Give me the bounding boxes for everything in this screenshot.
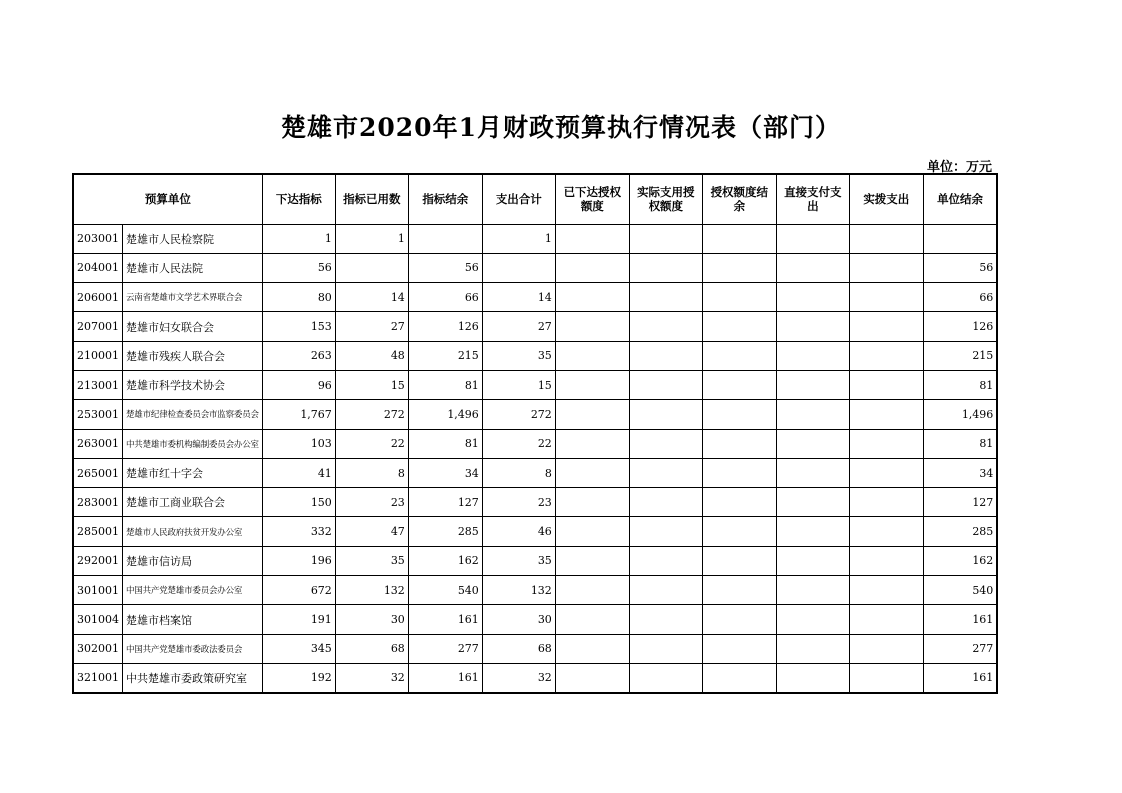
row-auth-balance [702, 253, 776, 282]
row-issued: 672 [262, 576, 335, 605]
row-direct [776, 341, 849, 370]
row-direct [776, 400, 849, 429]
row-balance: 161 [408, 663, 482, 692]
row-unit-balance: 81 [923, 370, 997, 399]
row-issued: 263 [262, 341, 335, 370]
row-direct [776, 634, 849, 663]
row-code: 263001 [73, 429, 123, 458]
row-auth-issued [555, 605, 629, 634]
row-unit-balance: 56 [923, 253, 997, 282]
row-auth-issued [555, 546, 629, 575]
row-unit-balance: 34 [923, 458, 997, 487]
row-unit-balance: 285 [923, 517, 997, 546]
row-balance: 66 [408, 283, 482, 312]
row-allocated [849, 429, 923, 458]
row-unit-balance: 66 [923, 283, 997, 312]
row-used: 22 [335, 429, 408, 458]
row-department: 楚雄市人民检察院 [123, 224, 263, 253]
row-total: 30 [482, 605, 555, 634]
row-auth-issued [555, 341, 629, 370]
row-code: 301001 [73, 576, 123, 605]
row-balance: 127 [408, 488, 482, 517]
table-row [73, 370, 997, 399]
budget-table [72, 173, 998, 694]
row-issued: 196 [262, 546, 335, 575]
row-unit-balance: 81 [923, 429, 997, 458]
row-department: 楚雄市科学技术协会 [123, 370, 263, 399]
row-department: 中共楚雄市委机构编制委员会办公室 [123, 429, 263, 458]
row-issued: 150 [262, 488, 335, 517]
row-issued: 41 [262, 458, 335, 487]
row-code: 283001 [73, 488, 123, 517]
row-issued: 56 [262, 253, 335, 282]
row-auth-issued [555, 400, 629, 429]
table-row [73, 576, 997, 605]
row-department: 中共楚雄市委政策研究室 [123, 663, 263, 692]
row-auth-used [629, 283, 702, 312]
row-code: 292001 [73, 546, 123, 575]
row-code: 301004 [73, 605, 123, 634]
col-header-auth-balance: 授权额度结余 [702, 174, 776, 224]
row-balance: 161 [408, 605, 482, 634]
row-allocated [849, 605, 923, 634]
row-direct [776, 429, 849, 458]
table-row [73, 312, 997, 341]
row-allocated [849, 517, 923, 546]
row-auth-balance [702, 605, 776, 634]
row-issued: 80 [262, 283, 335, 312]
row-allocated [849, 253, 923, 282]
row-issued: 345 [262, 634, 335, 663]
row-auth-balance [702, 634, 776, 663]
row-used: 15 [335, 370, 408, 399]
row-allocated [849, 458, 923, 487]
row-direct [776, 546, 849, 575]
row-direct [776, 224, 849, 253]
row-issued: 153 [262, 312, 335, 341]
row-auth-used [629, 312, 702, 341]
row-unit-balance: 277 [923, 634, 997, 663]
row-auth-used [629, 370, 702, 399]
row-issued: 1,767 [262, 400, 335, 429]
row-department: 楚雄市残疾人联合会 [123, 341, 263, 370]
row-allocated [849, 546, 923, 575]
row-used [335, 253, 408, 282]
row-auth-balance [702, 546, 776, 575]
table-row [73, 517, 997, 546]
row-code: 321001 [73, 663, 123, 692]
row-auth-used [629, 634, 702, 663]
row-unit-balance: 126 [923, 312, 997, 341]
row-auth-used [629, 576, 702, 605]
table-row [73, 341, 997, 370]
row-auth-used [629, 458, 702, 487]
row-auth-used [629, 253, 702, 282]
row-code: 206001 [73, 283, 123, 312]
row-unit-balance: 540 [923, 576, 997, 605]
row-auth-balance [702, 370, 776, 399]
row-auth-balance [702, 517, 776, 546]
row-auth-issued [555, 370, 629, 399]
row-allocated [849, 370, 923, 399]
row-direct [776, 458, 849, 487]
row-auth-used [629, 546, 702, 575]
table-row [73, 224, 997, 253]
table-header-row [73, 174, 997, 224]
row-total: 46 [482, 517, 555, 546]
row-auth-balance [702, 224, 776, 253]
row-auth-balance [702, 576, 776, 605]
row-used: 23 [335, 488, 408, 517]
col-header-balance: 指标结余 [408, 174, 482, 224]
row-code: 285001 [73, 517, 123, 546]
row-total: 14 [482, 283, 555, 312]
row-direct [776, 663, 849, 692]
row-code: 207001 [73, 312, 123, 341]
row-total: 15 [482, 370, 555, 399]
page-title: 楚雄市2020年1月财政预算执行情况表（部门） [281, 113, 841, 142]
table-row [73, 605, 997, 634]
row-issued: 1 [262, 224, 335, 253]
row-balance [408, 224, 482, 253]
row-auth-used [629, 341, 702, 370]
row-department: 楚雄市纪律检查委员会市监察委员会 [123, 400, 263, 429]
row-auth-issued [555, 634, 629, 663]
col-header-allocated: 实拨支出 [849, 174, 923, 224]
row-direct [776, 488, 849, 517]
row-auth-issued [555, 312, 629, 341]
row-issued: 103 [262, 429, 335, 458]
row-balance: 1,496 [408, 400, 482, 429]
row-direct [776, 312, 849, 341]
row-department: 楚雄市信访局 [123, 546, 263, 575]
row-total: 35 [482, 546, 555, 575]
row-used: 14 [335, 283, 408, 312]
row-auth-issued [555, 253, 629, 282]
row-unit-balance [923, 224, 997, 253]
row-auth-balance [702, 458, 776, 487]
row-direct [776, 253, 849, 282]
row-unit-balance: 162 [923, 546, 997, 575]
table-row [73, 400, 997, 429]
col-header-budget-unit: 预算单位 [73, 174, 262, 224]
row-auth-issued [555, 458, 629, 487]
row-department: 楚雄市人民法院 [123, 253, 263, 282]
row-issued: 332 [262, 517, 335, 546]
row-allocated [849, 312, 923, 341]
row-department: 楚雄市红十字会 [123, 458, 263, 487]
row-department: 中国共产党楚雄市委员会办公室 [123, 576, 263, 605]
col-header-used: 指标已用数 [335, 174, 408, 224]
row-code: 204001 [73, 253, 123, 282]
row-issued: 191 [262, 605, 335, 634]
row-used: 35 [335, 546, 408, 575]
row-allocated [849, 634, 923, 663]
row-department: 中国共产党楚雄市委政法委员会 [123, 634, 263, 663]
row-unit-balance: 1,496 [923, 400, 997, 429]
row-total: 1 [482, 224, 555, 253]
row-unit-balance: 161 [923, 663, 997, 692]
row-total: 23 [482, 488, 555, 517]
row-code: 265001 [73, 458, 123, 487]
row-balance: 81 [408, 429, 482, 458]
row-department: 云南省楚雄市文学艺术界联合会 [123, 283, 263, 312]
row-total: 22 [482, 429, 555, 458]
row-allocated [849, 224, 923, 253]
col-header-total: 支出合计 [482, 174, 555, 224]
row-used: 272 [335, 400, 408, 429]
row-auth-balance [702, 663, 776, 692]
row-allocated [849, 283, 923, 312]
table-row [73, 634, 997, 663]
row-unit-balance: 127 [923, 488, 997, 517]
row-direct [776, 576, 849, 605]
row-direct [776, 370, 849, 399]
row-auth-balance [702, 400, 776, 429]
row-auth-issued [555, 576, 629, 605]
table-row [73, 253, 997, 282]
row-used: 27 [335, 312, 408, 341]
row-total: 68 [482, 634, 555, 663]
row-auth-balance [702, 341, 776, 370]
row-auth-used [629, 400, 702, 429]
row-total: 272 [482, 400, 555, 429]
col-header-unit-balance: 单位结余 [923, 174, 997, 224]
row-auth-used [629, 224, 702, 253]
row-used: 47 [335, 517, 408, 546]
row-total [482, 253, 555, 282]
row-balance: 126 [408, 312, 482, 341]
col-header-direct: 直接支付支出 [776, 174, 849, 224]
row-total: 35 [482, 341, 555, 370]
col-header-issued: 下达指标 [262, 174, 335, 224]
row-used: 132 [335, 576, 408, 605]
row-direct [776, 283, 849, 312]
row-unit-balance: 215 [923, 341, 997, 370]
row-auth-used [629, 663, 702, 692]
table-row [73, 458, 997, 487]
col-header-auth-issued: 已下达授权额度 [555, 174, 629, 224]
row-allocated [849, 341, 923, 370]
row-auth-issued [555, 663, 629, 692]
row-auth-balance [702, 488, 776, 517]
row-department: 楚雄市工商业联合会 [123, 488, 263, 517]
row-code: 253001 [73, 400, 123, 429]
row-auth-issued [555, 429, 629, 458]
row-unit-balance: 161 [923, 605, 997, 634]
row-auth-balance [702, 429, 776, 458]
row-total: 32 [482, 663, 555, 692]
row-used: 68 [335, 634, 408, 663]
row-balance: 162 [408, 546, 482, 575]
row-direct [776, 517, 849, 546]
row-code: 213001 [73, 370, 123, 399]
row-balance: 277 [408, 634, 482, 663]
row-auth-used [629, 517, 702, 546]
row-used: 32 [335, 663, 408, 692]
row-balance: 34 [408, 458, 482, 487]
col-header-auth-used: 实际支用授权额度 [629, 174, 702, 224]
row-allocated [849, 488, 923, 517]
row-total: 27 [482, 312, 555, 341]
row-balance: 285 [408, 517, 482, 546]
row-allocated [849, 663, 923, 692]
table-row [73, 283, 997, 312]
row-auth-issued [555, 488, 629, 517]
row-balance: 56 [408, 253, 482, 282]
row-used: 1 [335, 224, 408, 253]
row-total: 132 [482, 576, 555, 605]
row-department: 楚雄市档案馆 [123, 605, 263, 634]
row-auth-used [629, 488, 702, 517]
row-auth-balance [702, 312, 776, 341]
row-direct [776, 605, 849, 634]
table-row [73, 546, 997, 575]
row-total: 8 [482, 458, 555, 487]
row-issued: 96 [262, 370, 335, 399]
row-allocated [849, 400, 923, 429]
row-auth-balance [702, 283, 776, 312]
row-department: 楚雄市妇女联合会 [123, 312, 263, 341]
row-balance: 81 [408, 370, 482, 399]
row-code: 302001 [73, 634, 123, 663]
row-used: 48 [335, 341, 408, 370]
row-auth-issued [555, 283, 629, 312]
row-code: 210001 [73, 341, 123, 370]
row-used: 30 [335, 605, 408, 634]
row-allocated [849, 576, 923, 605]
table-row [73, 663, 997, 692]
row-auth-issued [555, 224, 629, 253]
row-code: 203001 [73, 224, 123, 253]
row-auth-issued [555, 517, 629, 546]
row-balance: 215 [408, 341, 482, 370]
row-balance: 540 [408, 576, 482, 605]
table-row [73, 488, 997, 517]
row-department: 楚雄市人民政府扶贫开发办公室 [123, 517, 263, 546]
row-used: 8 [335, 458, 408, 487]
row-auth-used [629, 429, 702, 458]
row-issued: 192 [262, 663, 335, 692]
row-auth-used [629, 605, 702, 634]
table-row [73, 429, 997, 458]
unit-label: 单位：万元 [926, 160, 992, 175]
